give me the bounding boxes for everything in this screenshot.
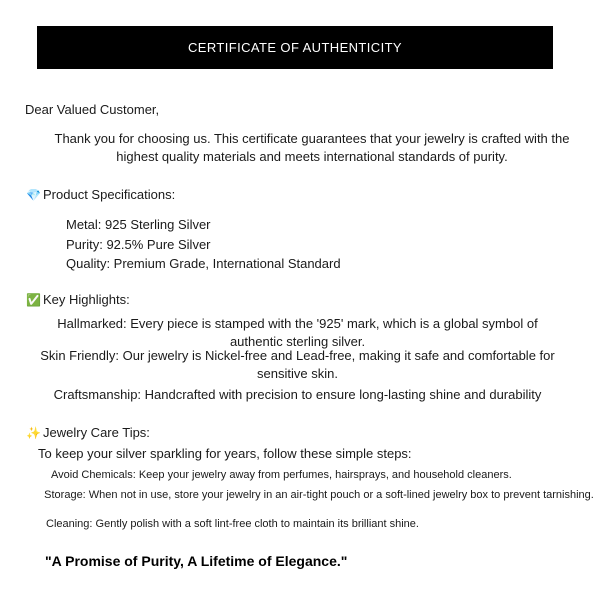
highlights-heading-row <box>26 291 130 309</box>
spec-item: Purity: 92.5% Pure Silver <box>66 237 211 252</box>
highlight-item: Craftsmanship: Handcrafted with precision to ensure long-lasting shine and durability <box>53 387 542 402</box>
highlights-heading: Key Highlights: <box>43 292 130 307</box>
spec-item: Metal: 925 Sterling Silver <box>66 217 211 232</box>
specs-heading-row <box>26 186 175 204</box>
highlight-item: Skin Friendly: Our jewelry is Nickel-free and Lead-free, making it safe and comfortable for sensitive skin. <box>40 348 555 381</box>
spec-item: Quality: Premium Grade, International Standard <box>66 256 341 271</box>
care-item: Cleaning: Gently polish with a soft lint-free cloth to maintain its brilliant shine. <box>46 518 419 530</box>
gem-icon: 💎 <box>26 188 41 202</box>
care-item: Storage: When not in use, store your jewelry in an air-tight pouch or a soft-lined jewelry box to prevent tarnishing. <box>44 489 594 501</box>
highlight-item: Hallmarked: Every piece is stamped with the '925' mark, which is a global symbol of authentic sterling silver. <box>57 316 538 349</box>
specs-heading: Product Specifications: <box>43 187 176 202</box>
care-heading: Jewelry Care Tips: <box>43 425 150 440</box>
title-banner <box>37 26 553 69</box>
care-heading-row <box>26 424 150 442</box>
care-intro: To keep your silver sparkling for years, follow these simple steps: <box>38 446 412 461</box>
check-mark-icon: ✅ <box>26 293 41 307</box>
sparkles-icon: ✨ <box>26 426 41 440</box>
certificate-title: CERTIFICATE OF AUTHENTICITY <box>188 40 402 55</box>
greeting: Dear Valued Customer, <box>25 102 160 117</box>
intro-paragraph: Thank you for choosing us. This certificate guarantees that your jewelry is crafted with the highest quality materials and meets international standards of purity. <box>54 131 570 164</box>
closing-slogan: "A Promise of Purity, A Lifetime of Elegance." <box>45 553 348 569</box>
care-item: Avoid Chemicals: Keep your jewelry away from perfumes, hairsprays, and household cleaners. <box>51 469 512 481</box>
